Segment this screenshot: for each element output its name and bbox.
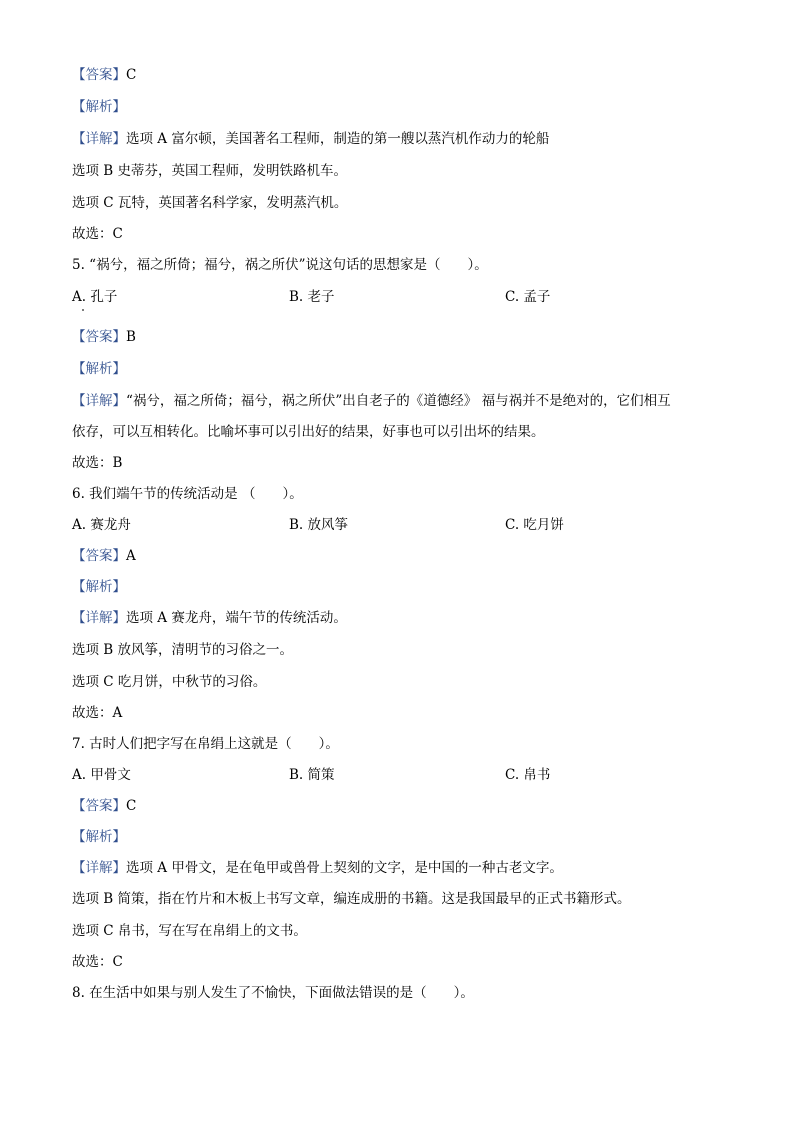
analysis-tag: 【解析】 xyxy=(72,361,126,377)
q6-analysis-tag-line xyxy=(72,578,126,596)
q7-option-c: C. 帛书 xyxy=(505,767,551,783)
q6-stem: 6. 我们端午节的传统活动是 （ ）。 xyxy=(72,486,303,502)
q6-line-b: 选项 B 放风筝，清明节的习俗之一。 xyxy=(72,642,294,658)
q5-stem: 5. “祸兮，福之所倚；福兮，祸之所伏”说这句话的思想家是（ ）。 xyxy=(72,257,488,273)
q5-final-answer: 故选：B xyxy=(72,455,123,471)
q8-stem: 8. 在生活中如果与别人发生了不愉快，下面做法错误的是（ ）。 xyxy=(72,985,474,1001)
answer-tag: 【答案】 xyxy=(72,67,126,83)
q5-detail-line2: 依存，可以互相转化。比喻坏事可以引出好的结果，好事也可以引出坏的结果。 xyxy=(72,424,545,440)
detail-tag: 【详解】 xyxy=(72,860,126,876)
q7-line-c: 选项 C 帛书，写在写在帛绢上的文书。 xyxy=(72,923,307,939)
analysis-tag: 【解析】 xyxy=(72,829,126,845)
detail-tag: 【详解】 xyxy=(72,610,126,626)
answer-tag: 【答案】 xyxy=(72,329,126,345)
analysis-tag: 【解析】 xyxy=(72,579,126,595)
q5-option-c: C. 孟子 xyxy=(505,289,551,305)
q4-answer-value: C xyxy=(126,67,137,83)
q5-answer-value: B xyxy=(126,329,136,345)
q5-detail-line1 xyxy=(72,392,671,410)
q7-detail-line xyxy=(72,859,563,877)
q6-answer-line xyxy=(72,547,136,565)
q6-detail-text: 选项 A 赛龙舟，端午节的传统活动。 xyxy=(126,610,347,626)
q4-line-c: 选项 C 瓦特，英国著名科学家，发明蒸汽机。 xyxy=(72,195,348,211)
q5-option-b: B. 老子 xyxy=(289,289,335,305)
q7-line-b: 选项 B 简策，指在竹片和木板上书写文章，编连成册的书籍。这是我国最早的正式书籍形式。 xyxy=(72,891,631,907)
q5-answer-line xyxy=(72,328,136,346)
q6-line-c: 选项 C 吃月饼，中秋节的习俗。 xyxy=(72,674,267,690)
q7-answer-value: C xyxy=(126,798,137,814)
q5-analysis-tag-line xyxy=(72,360,126,378)
detail-tag: 【详解】 xyxy=(72,131,126,147)
q7-final-answer: 故选：C xyxy=(72,954,123,970)
q7-stem: 7. 古时人们把字写在帛绢上这就是（ ）。 xyxy=(72,736,339,752)
q6-option-c: C. 吃月饼 xyxy=(505,517,564,533)
q6-option-a: A. 赛龙舟 xyxy=(72,517,131,533)
q4-detail-text: 选项 A 富尔顿，美国著名工程师，制造的第一艘以蒸汽机作动力的轮船 xyxy=(126,131,550,147)
q6-final-answer: 故选：A xyxy=(72,705,123,721)
q4-detail-line xyxy=(72,130,549,148)
q6-detail-line xyxy=(72,609,347,627)
q7-option-a: A. 甲骨文 xyxy=(72,767,131,783)
q4-answer-line xyxy=(72,66,136,84)
q7-analysis-tag-line xyxy=(72,828,126,846)
q4-final-answer: 故选：C xyxy=(72,226,123,242)
q5-option-a: A. 孔子 xyxy=(72,289,118,305)
q6-answer-value: A xyxy=(126,548,136,564)
q7-option-b: B. 简策 xyxy=(289,767,335,783)
q6-option-b: B. 放风筝 xyxy=(289,517,349,533)
q4-analysis-tag-line xyxy=(72,98,126,116)
q5-detail-text: “祸兮，福之所倚；福兮，祸之所伏”出自老子的《道德经》 福与祸并不是绝对的，它们相互 xyxy=(126,393,671,409)
answer-tag: 【答案】 xyxy=(72,548,126,564)
answer-tag: 【答案】 xyxy=(72,798,126,814)
q7-answer-line xyxy=(72,797,136,815)
analysis-tag: 【解析】 xyxy=(72,99,126,115)
q7-detail-text: 选项 A 甲骨文，是在龟甲或兽骨上契刻的文字，是中国的一种古老文字。 xyxy=(126,860,563,876)
stray-dot-mark xyxy=(82,309,84,311)
q4-line-b: 选项 B 史蒂芬，英国工程师，发明铁路机车。 xyxy=(72,163,348,179)
detail-tag: 【详解】 xyxy=(72,393,126,409)
